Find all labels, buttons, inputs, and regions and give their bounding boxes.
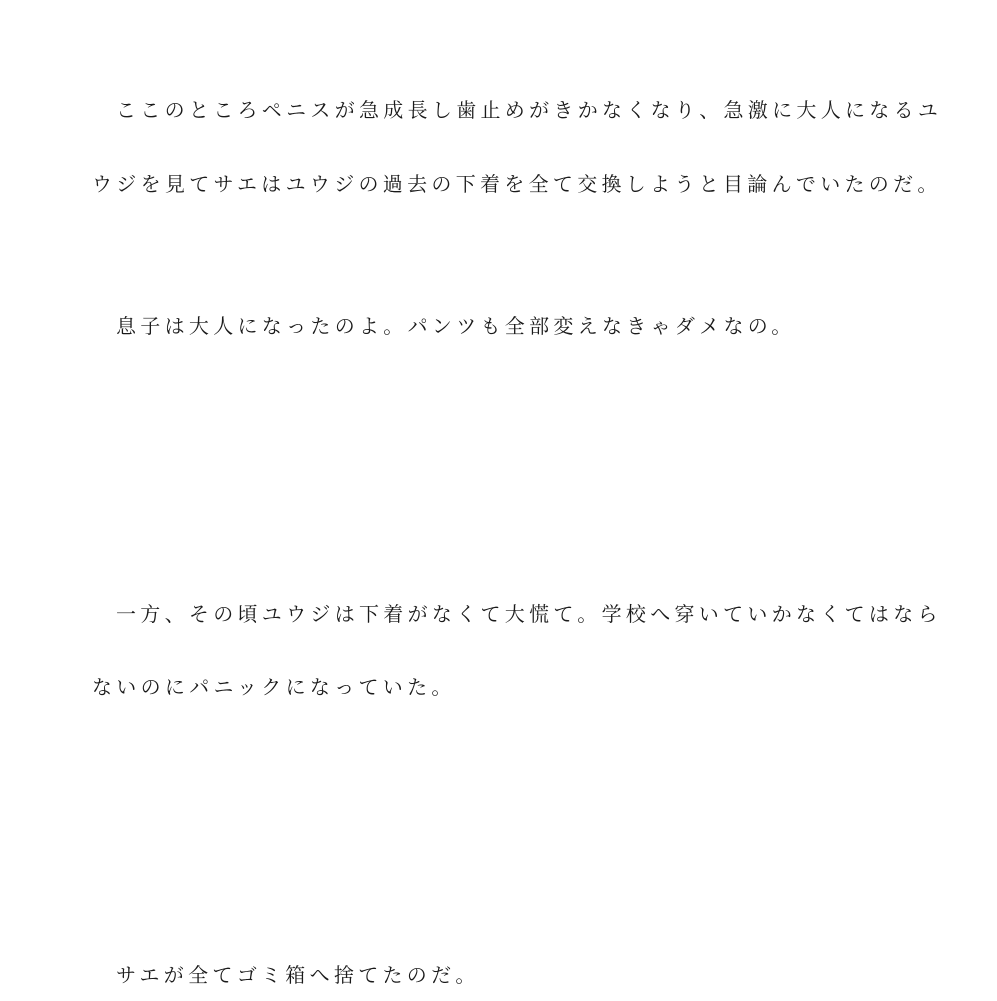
paragraph-1-line-1: ここのところペニスが急成長し歯止めがきかなくなり、急激に大人になるユ <box>116 98 943 122</box>
paragraph-3-line-2: ないのにパニックになっていた。 <box>92 675 456 699</box>
paragraph-4-line-1: サエが全てゴミ箱へ捨てたのだ。 <box>116 963 480 987</box>
paragraph-2-line-1: 息子は大人になったのよ。パンツも全部変えなきゃダメなの。 <box>116 314 796 338</box>
paragraph-1-line-2: ウジを見てサエはユウジの過去の下着を全て交換しようと目論んでいたのだ。 <box>92 172 942 196</box>
paragraph-3-line-1: 一方、その頃ユウジは下着がなくて大慌て。学校へ穿いていかなくてはなら <box>116 602 942 626</box>
